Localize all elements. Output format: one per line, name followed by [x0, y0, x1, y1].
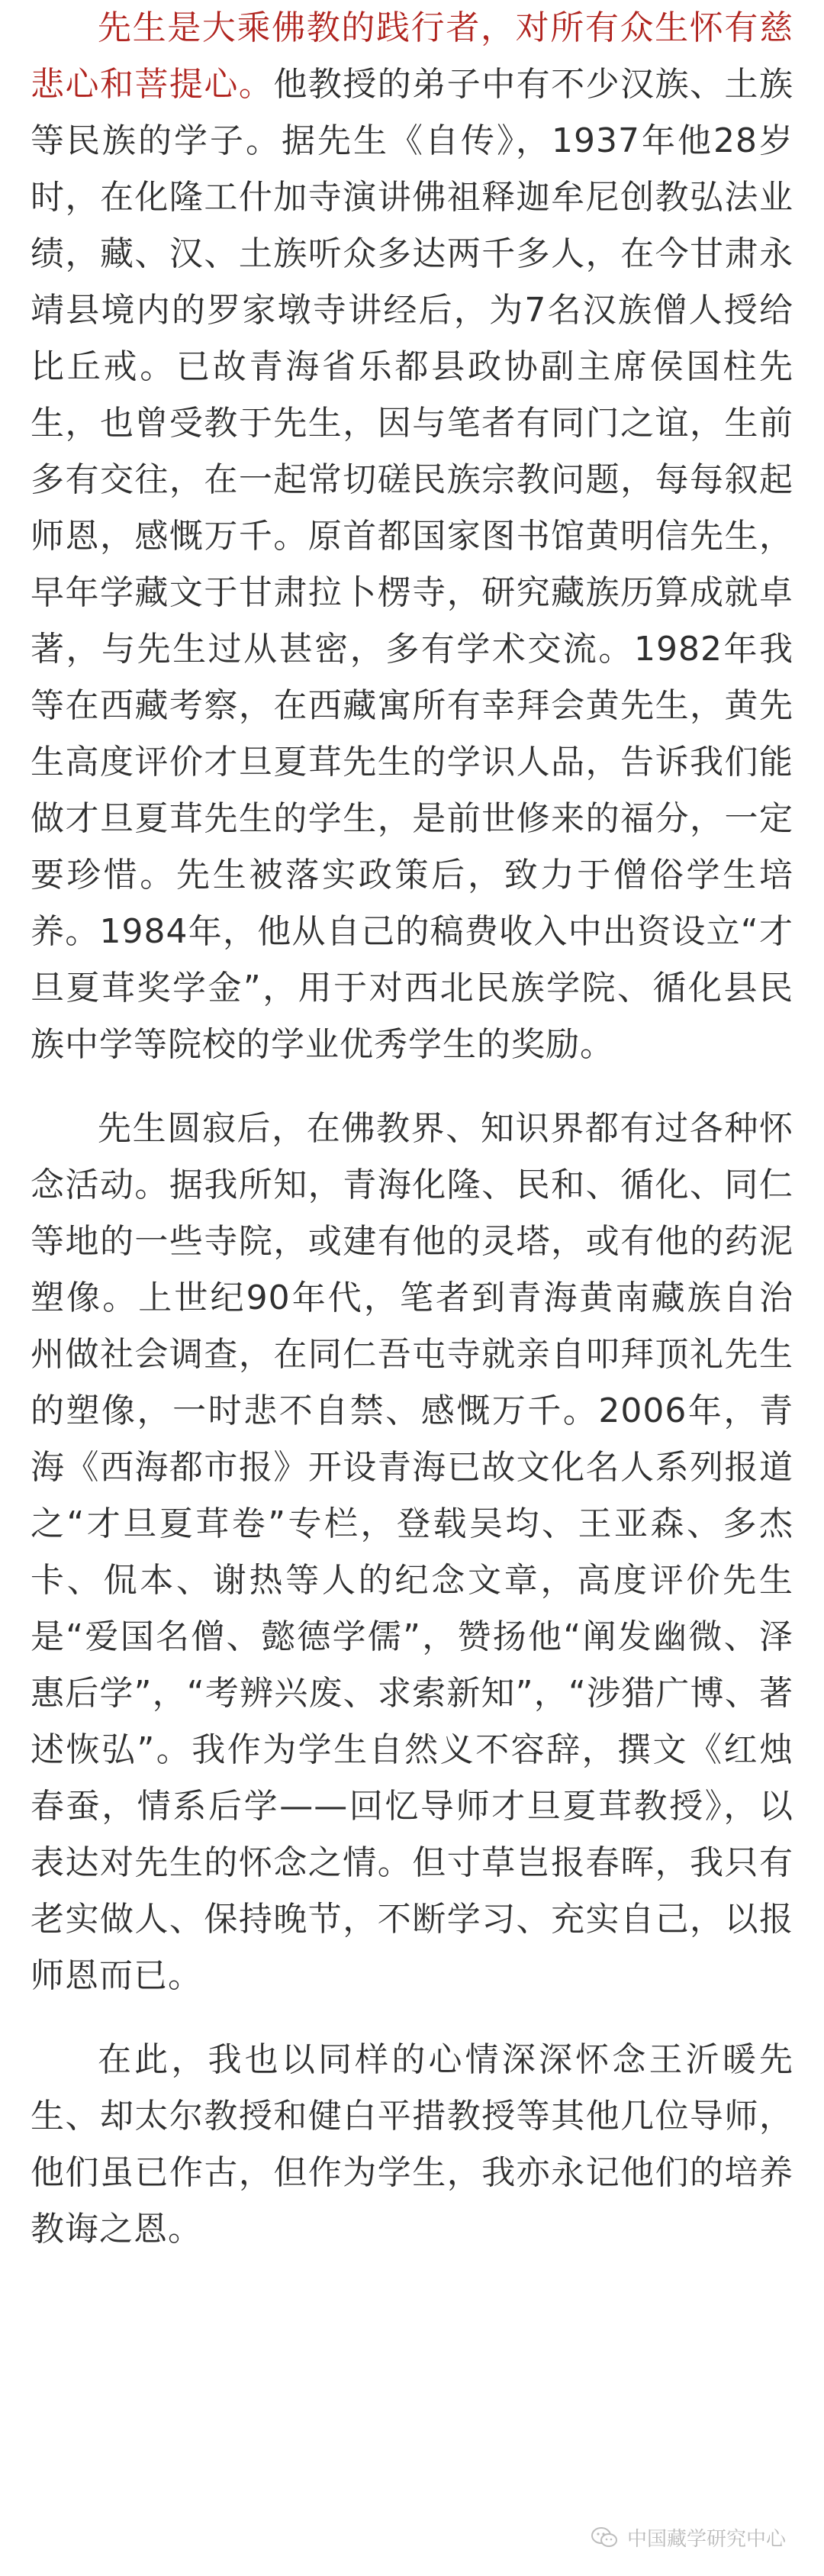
paragraph-1	[31, 0, 793, 1073]
watermark-label: 中国藏学研究中心	[626, 2528, 786, 2551]
paragraph-2: 先生圆寂后，在佛教界、知识界都有过各种怀念活动。据我所知，青海化隆、民和、循化、同仁等地的一些寺院，或建有他的灵塔，或有他的药泥塑像。上世纪90年代，笔者到青海黄南藏族自治州做社会调查，在同仁吾屯寺就亲自叩拜顶礼先生的塑像，一时悲不自禁、感慨万千。2006年，青海《西海都市报》开设青海已故文化名人系列报道之“才旦夏茸卷”专栏，登载吴均、王亚森、多杰卡、侃本、谢热等人的纪念文章，高度评价先生是“爱国名僧、懿德学儒”，赞扬他“阐发幽微、泽惠后学”，“考辨兴废、求索新知”，“涉猎广博、著述恢弘”。我作为学生自然义不容辞，撰文《红烛春蚕，情系后学——回忆导师才旦夏茸教授》，以表达对先生的怀念之情。但寸草岂报春晖，我只有老实做人、保持晚节，不断学习、充实自己，以报师恩而已。	[31, 1109, 793, 1995]
highlighted-sentence: 先生是大乘佛教的践行者，对所有众生怀有慈悲心和菩提心。	[31, 8, 793, 104]
wechat-icon	[591, 2526, 618, 2549]
paragraph-3: 在此，我也以同样的心情深深怀念王沂暖先生、却太尔教授和健白平措教授等其他几位导师，他们虽已作古，但作为学生，我亦永记他们的培养教诲之恩。	[31, 2040, 793, 2249]
paragraph-1-text: 他教授的弟子中有不少汉族、土族等民族的学子。据先生《自传》，1937年他28岁时，在化隆工什加寺演讲佛祖释迦牟尼创教弘法业绩，藏、汉、土族听众多达两千多人，在今甘肃永靖县境内的罗家墩寺讲经后，为7名汉族僧人授给比丘戒。已故青海省乐都县政协副主席侯国柱先生，也曾受教于先生，因与笔者有同门之谊，生前多有交往，在一起常切磋民族宗教问题，每每叙起师恩，感慨万千。原首都国家图书馆黄明信先生，早年学藏文于甘肃拉卜楞寺，研究藏族历算成就卓著，与先生过从甚密，多有学术交流。1982年我等在西藏考察，在西藏寓所有幸拜会黄先生，黄先生高度评价才旦夏茸先生的学识人品，告诉我们能做才旦夏茸先生的学生，是前世修来的福分，一定要珍惜。先生被落实政策后，致力于僧俗学生培养。1984年，他从自己的稿费收入中出资设立“才旦夏茸奖学金”，用于对西北民族学院、循化县民族中学等院校的学业优秀学生的奖励。	[31, 65, 794, 1064]
article-body	[31, 0, 793, 2258]
watermark	[591, 2523, 786, 2552]
